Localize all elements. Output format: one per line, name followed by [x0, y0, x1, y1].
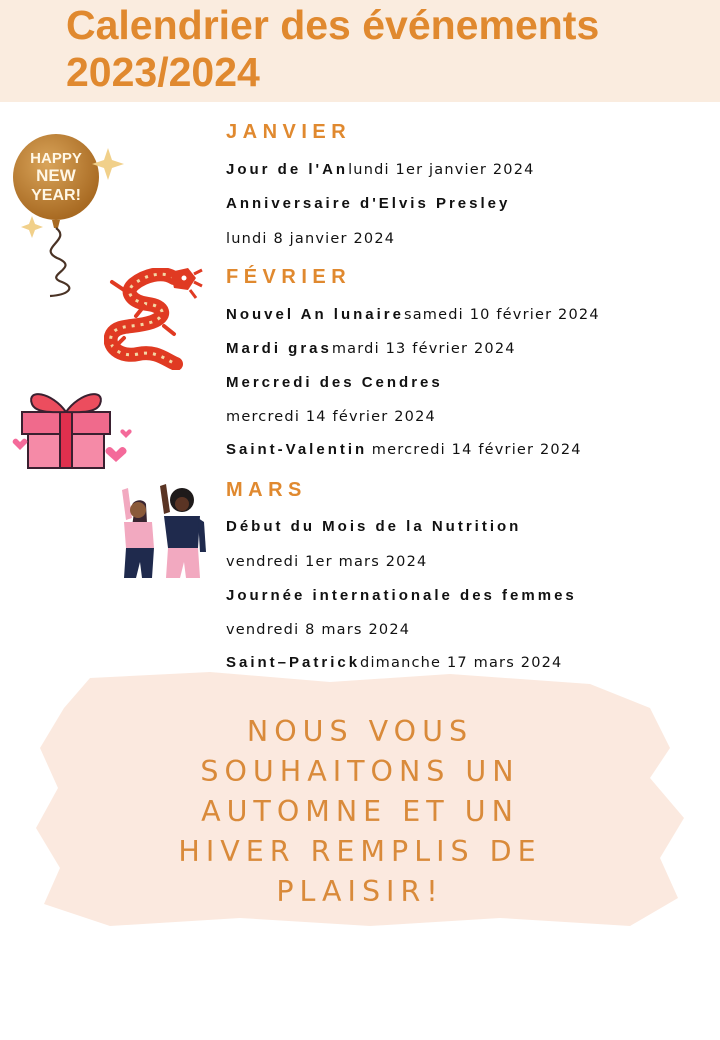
event-journee-femmes	[226, 587, 577, 605]
message-line-3: AUTOMNE ET UN	[201, 795, 519, 828]
closing-message	[110, 712, 610, 912]
gift-box-icon	[12, 382, 134, 474]
event-date: vendredi 1er mars 2024	[226, 554, 428, 570]
balloon-text-3: YEAR!	[31, 187, 81, 204]
event-date: lundi 8 janvier 2024	[226, 231, 396, 247]
red-dragon-icon	[104, 268, 204, 370]
page-title-line-2: 2023/2024	[66, 49, 260, 95]
event-mois-nutrition	[226, 518, 521, 536]
message-line-1: NOUS VOUS	[246, 715, 474, 748]
event-jour-de-lan	[226, 161, 535, 179]
month-mars: MARS	[226, 479, 307, 501]
event-name: Journée internationale des femmes	[226, 587, 577, 604]
event-date: dimanche 17 mars 2024	[360, 655, 563, 671]
event-date: mercredi 14 février 2024	[226, 409, 436, 425]
month-janvier: JANVIER	[226, 121, 352, 143]
event-date: lundi 1er janvier 2024	[348, 162, 535, 178]
event-mardi-gras	[226, 340, 516, 358]
page-title-line-1: Calendrier des événements	[66, 2, 600, 48]
message-line-5: PLAISIR!	[276, 875, 444, 908]
event-anniversaire-elvis	[226, 195, 510, 213]
event-name: Début du Mois de la Nutrition	[226, 518, 522, 535]
event-date: vendredi 8 mars 2024	[226, 622, 411, 638]
message-line-2: SOUHAITONS UN	[200, 755, 520, 788]
header-banner	[0, 0, 720, 102]
event-name: Saint-Valentin	[226, 441, 368, 458]
event-date: mercredi 14 février 2024	[371, 442, 582, 458]
event-name: Mercredi des Cendres	[226, 374, 443, 391]
event-date: samedi 10 février 2024	[403, 307, 600, 323]
event-name: Mardi gras	[226, 340, 332, 357]
event-name: Jour de l'An	[226, 161, 349, 178]
page-title	[66, 2, 599, 96]
month-fevrier: FÉVRIER	[226, 266, 352, 288]
event-nouvel-an-lunaire	[226, 306, 600, 324]
event-name: Anniversaire d'Elvis Presley	[226, 195, 511, 212]
balloon-text-2: NEW	[36, 166, 76, 185]
event-name: Nouvel An lunaire	[226, 306, 404, 323]
balloon-text-1: HAPPY	[30, 150, 82, 167]
message-line-4: HIVER REMPLIS DE	[178, 835, 542, 868]
event-saint-valentin	[226, 441, 582, 459]
event-date: mardi 13 février 2024	[331, 341, 516, 357]
event-mercredi-des-cendres	[226, 374, 443, 392]
event-name: Saint–Patrick	[226, 654, 361, 671]
women-raising-fists-icon	[112, 482, 210, 580]
